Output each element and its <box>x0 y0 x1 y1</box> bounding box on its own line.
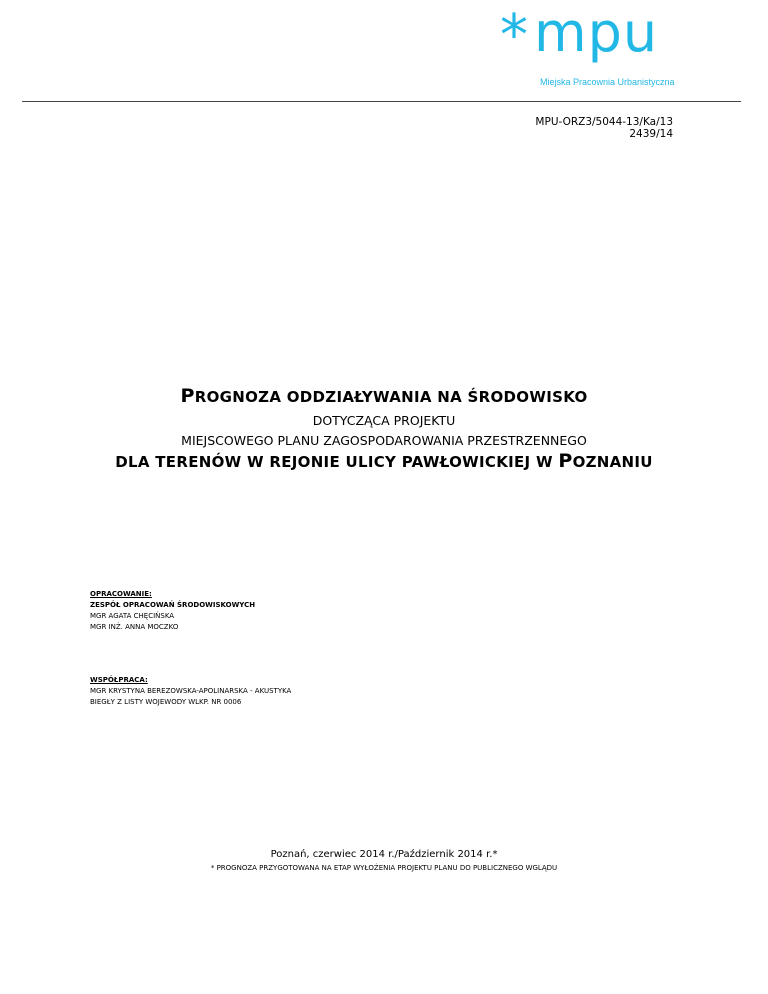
wspolpraca-line-1: MGR KRYSTYNA BEREZOWSKA-APOLINARSKA - AKUSTYKA <box>90 687 292 695</box>
opracowanie-person-2: MGR INŻ. ANNA MOCZKO <box>90 623 179 631</box>
title-main-initial: P <box>180 385 195 407</box>
logo-tagline: Miejska Pracownia Urbanistyczna <box>540 77 675 87</box>
reference-line-2: 2439/14 <box>629 128 673 140</box>
wspolpraca-header: WSPÓŁPRACA: <box>90 676 148 684</box>
title-main-rest: ROGNOZA ODDZIAŁYWANIA NA ŚRODOWISKO <box>194 388 588 406</box>
opracowanie-section <box>90 589 255 633</box>
reference-numbers <box>535 116 673 140</box>
document-title <box>0 385 768 472</box>
footer-place-date: Poznań, czerwiec 2014 r./Październik 2014 r.* <box>270 849 498 860</box>
wspolpraca-section <box>90 675 291 708</box>
reference-line-1: MPU-ORZ3/5044-13/Ka/13 <box>535 116 673 128</box>
footer-note: * PROGNOZA PRZYGOTOWANA NA ETAP WYŁOŻENIA PROJEKTU PLANU DO PUBLICZNEGO WGLĄDU <box>210 864 558 872</box>
header-divider <box>22 101 741 102</box>
asterisk-icon: * <box>500 3 528 68</box>
opracowanie-header: OPRACOWANIE: <box>90 590 152 598</box>
wspolpraca-line-2: BIEGŁY Z LISTY WOJEWODY WLKP. NR 0006 <box>90 698 242 706</box>
title-subtitle-1: DOTYCZĄCA PROJEKTU <box>312 413 456 428</box>
title-main <box>0 385 768 407</box>
title-location-b: OZNANIU <box>572 453 653 471</box>
title-location-a: DLA TERENÓW W REJONIE ULICY PAWŁOWICKIEJ W <box>115 453 559 471</box>
title-location <box>0 450 768 472</box>
opracowanie-person-1: MGR AGATA CHĘCIŃSKA <box>90 612 175 620</box>
mpu-logo <box>500 1 690 94</box>
opracowanie-team: ZESPÓŁ OPRACOWAŃ ŚRODOWISKOWYCH <box>90 601 256 609</box>
title-location-initial: P <box>558 450 573 472</box>
title-subtitle-2: MIEJSCOWEGO PLANU ZAGOSPODAROWANIA PRZESTRZENNEGO <box>181 433 587 448</box>
logo-wordmark: mpu <box>534 1 659 64</box>
